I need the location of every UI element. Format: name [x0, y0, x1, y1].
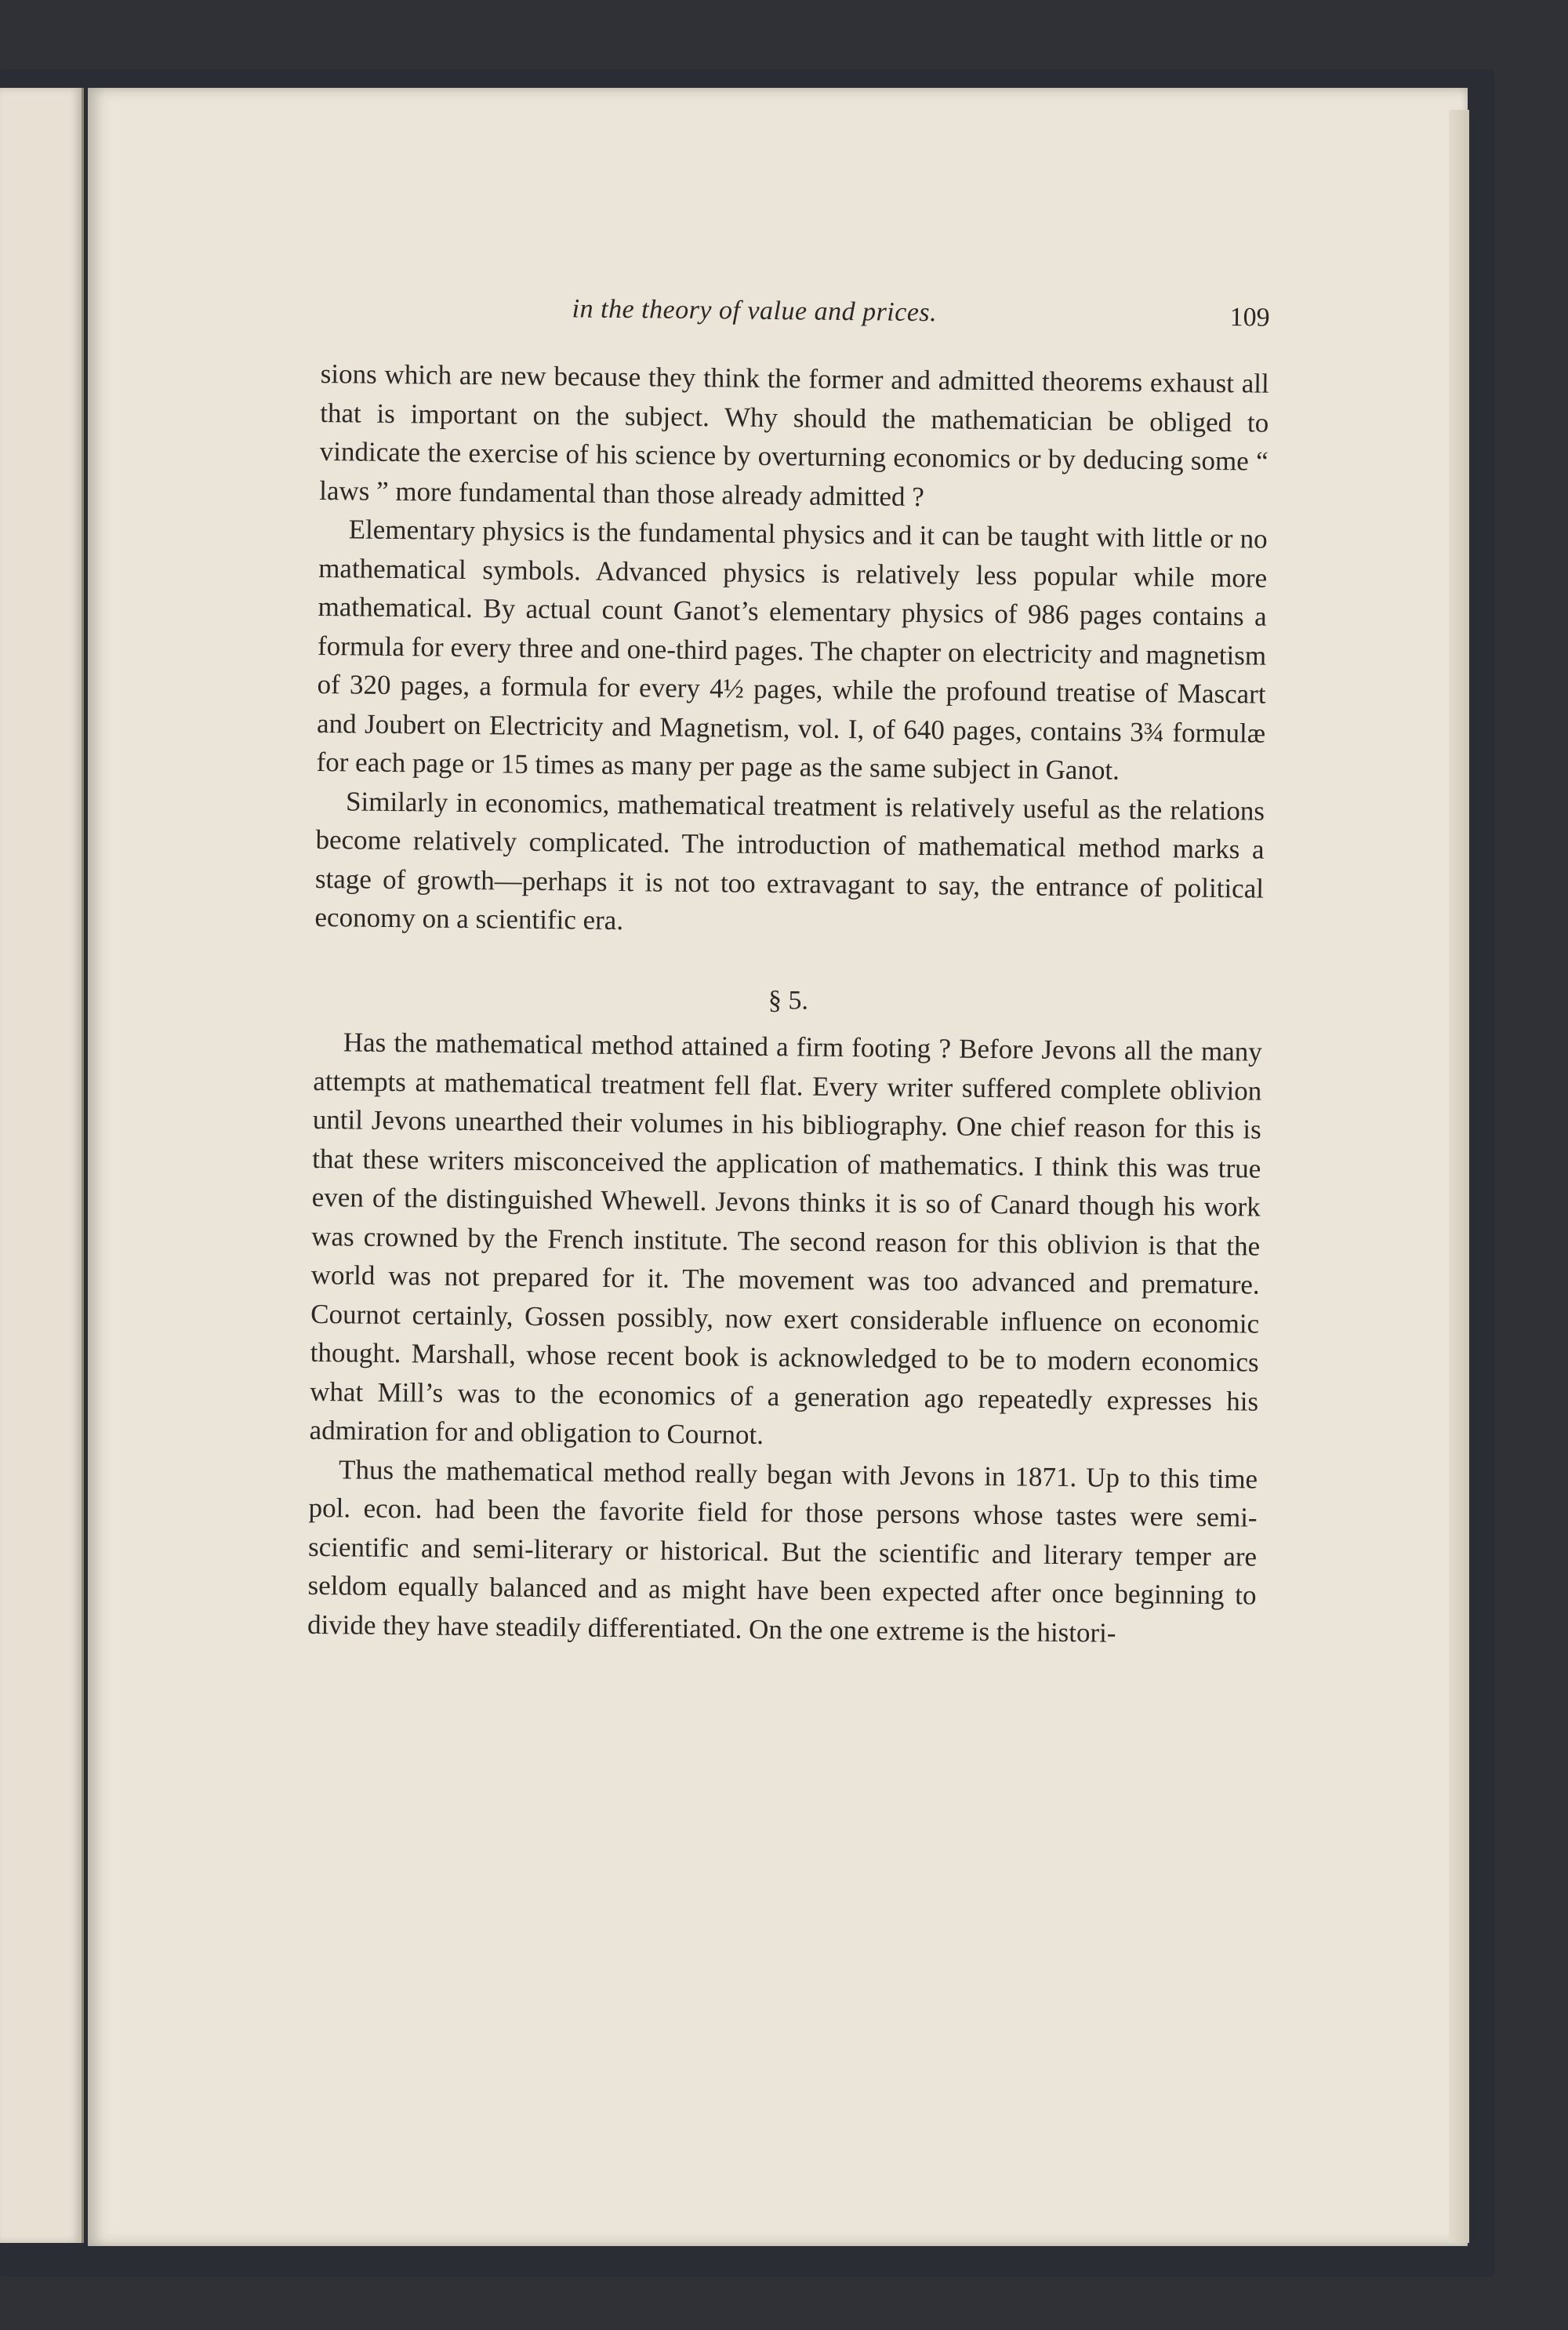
paragraph-4: Has the mathematical method attained a firm footing ? Before Jevons all the many attempts at mathematical treatment fell flat. Every writer suffered complete oblivion until Jevons unearthed their volumes in his bibliography. One chief reason for this is that these writers misconceived the application of mathematics. I think this was true even of the distinguished Whewell. Jevons thinks it is so of Canard though his work was crowned by the French institute. The second reason for this oblivion is that the world was not prepared for it. The movement was too advanced and premature. Cournot certainly, Gossen possibly, now exert considerable influence on economic thought. Marshall, whose recent book is acknowledged to be to modern economics what Mill’s was to the economics of a generation ago repeatedly expresses his admiration for and obligation to Cournot.: [309, 1027, 1262, 1450]
paragraph-1: sions which are new because they think the former and admitted theorems exhaust all that is important on the subject. Why should the mathematician be obliged to vindicate the exercise of his science by overturning economics or by deducing some “ laws ” more fundamental than those already admitted ?: [319, 358, 1269, 512]
paragraph-5: Thus the mathematical method really began with Jevons in 1871. Up to this time pol. econ. had been the favorite field for those persons whose tastes were semi-scientific and semi-literary or historical. But the scientific and literary temper are seldom equally balanced and as might have been expected after once beginning to divide they have steadily differentiated. On the one extreme is the histori-: [307, 1453, 1258, 1648]
page-fore-edge: [1449, 110, 1469, 2243]
left-page-edge: [0, 88, 84, 2243]
paragraph-3: Similarly in economics, mathematical treatment is relatively useful as the relations become relatively complicated. The introduction of mathematical method marks a stage of growth—perhaps it is not too extravagant to say, the entrance of political economy on a scientific era.: [314, 785, 1265, 936]
running-head-title: in the theory of value and prices.: [572, 294, 938, 328]
page-content: [307, 282, 1270, 1654]
page-number: 109: [1229, 303, 1270, 333]
running-head: [321, 282, 1270, 347]
paragraph-2: Elementary physics is the fundamental physics and it can be taught with little or no mathematical symbols. Advanced physics is relatively less popular while more mathematical. By actual count Ganot’s elementary physics of 986 pages contains a formula for every three and one-third pages. The chapter on electricity and magnetism of 320 pages, a formula for every 4½ pages, while the profound treatise of Mascart and Joubert on Electricity and Magnetism, vol. I, of 640 pages, contains 3¾ formulæ for each page or 15 times as many per page as the same subject in Ganot.: [316, 514, 1268, 786]
section-heading: § 5.: [768, 985, 809, 1016]
body-text: [307, 354, 1269, 1654]
